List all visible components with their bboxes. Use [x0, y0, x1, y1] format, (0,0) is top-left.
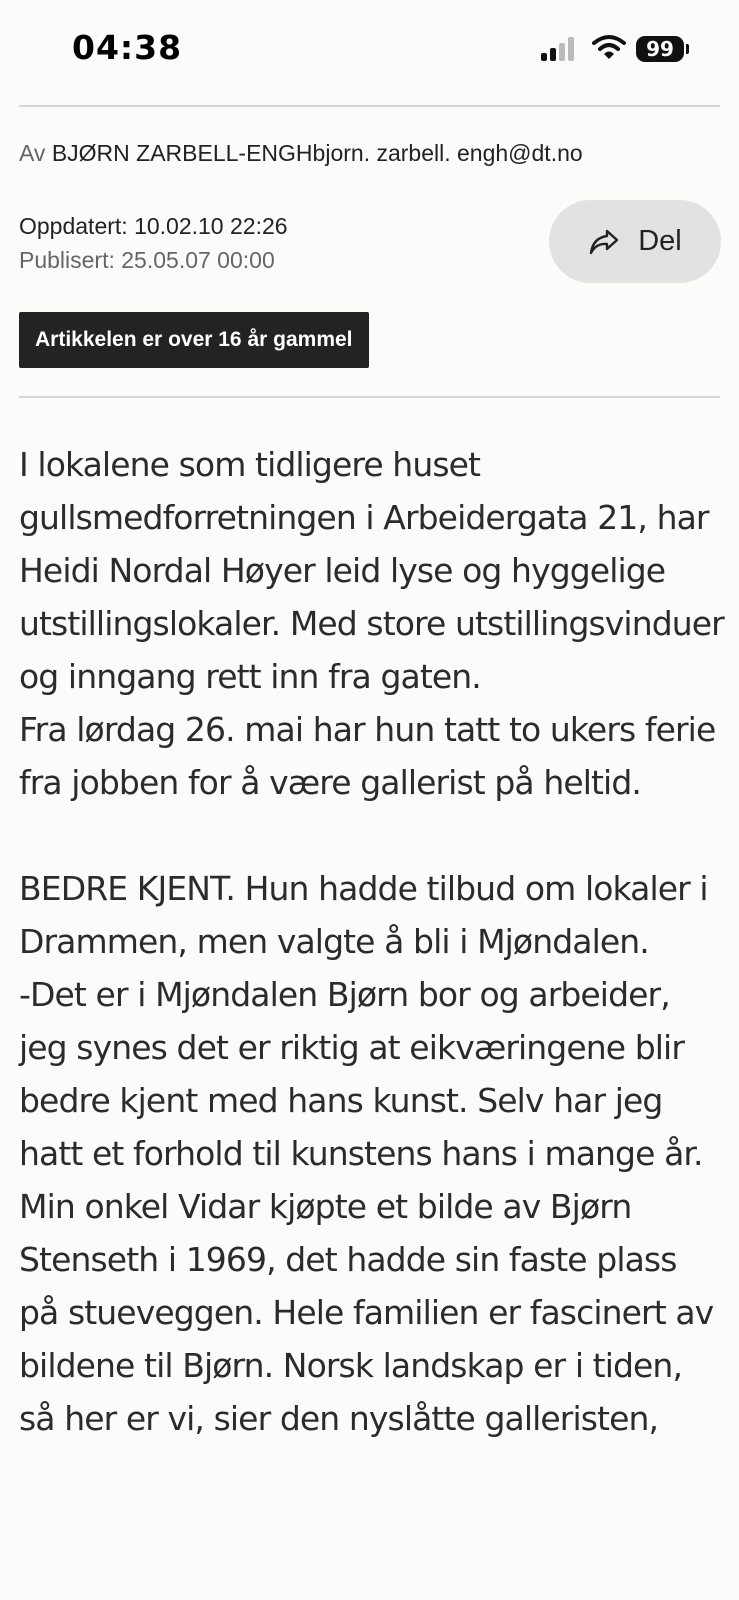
byline-email[interactable]: bjorn. zarbell. engh@dt.no	[312, 140, 583, 166]
article-dates	[19, 209, 288, 277]
share-label: Del	[638, 225, 682, 257]
signal-icon	[541, 37, 577, 61]
article-paragraph: I lokalene som tidligere huset gullsmedforretningen i Arbeidergata 21, har Heidi Nordal Høyer leid lyse og hyggelige utstillingslokaler. Med store utstillingsvinduer og inngang rett inn fra gaten.	[19, 445, 724, 696]
share-button[interactable]	[549, 200, 721, 283]
article-paragraph: -Det er i Mjøndalen Bjørn bor og arbeider, jeg synes det er riktig at eikværingene blir bedre kjent med hans kunst. Selv har jeg hatt et forhold til kunstens hans i mange år. Min onkel Vidar kjøpte et bilde av Bjørn Stenseth i 1969, det hadde sin faste plass på stueveggen. Hele familien er fascinert av bildene til Bjørn. Norsk landskap er i tiden, så her er vi, sier den nyslåtte galleristen,	[19, 975, 714, 1438]
byline	[19, 140, 583, 167]
updated-date: Oppdatert: 10.02.10 22:26	[19, 213, 288, 239]
top-divider	[19, 105, 720, 107]
share-arrow-icon	[588, 228, 620, 256]
header-divider	[19, 396, 720, 398]
battery-tip	[686, 44, 689, 54]
paragraph-spacer	[19, 809, 724, 862]
byline-prefix: Av	[19, 140, 46, 166]
wifi-icon	[592, 34, 626, 60]
article-age-badge: Artikkelen er over 16 år gammel	[19, 312, 369, 368]
article-paragraph: Fra lørdag 26. mai har hun tatt to ukers ferie fra jobben for å være gallerist på heltid.	[19, 710, 716, 802]
battery-icon: 99	[636, 36, 684, 62]
published-date: Publisert: 25.05.07 00:00	[19, 247, 275, 273]
article-paragraph: BEDRE KJENT. Hun hadde tilbud om lokaler i Drammen, men valgte å bli i Mjøndalen.	[19, 869, 708, 961]
status-time: 04:38	[72, 28, 183, 67]
article-body	[19, 438, 724, 1445]
status-bar	[0, 0, 739, 100]
byline-author[interactable]: BJØRN ZARBELL-ENGH	[51, 140, 313, 166]
